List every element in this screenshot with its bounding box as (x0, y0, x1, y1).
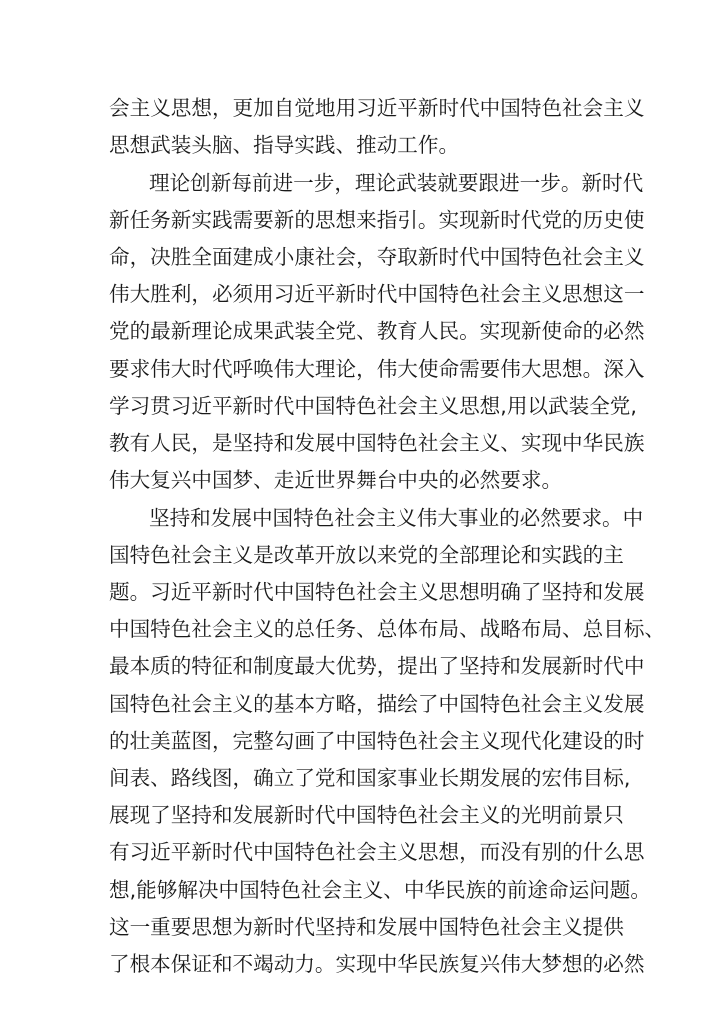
text-line: 最本质的特征和制度最大优势，提出了坚持和发展新时代中 (109, 654, 645, 678)
text-line: 要求伟大时代呼唤伟大理论，伟大使命需要伟大思想。深入 (109, 357, 645, 381)
text-line: 命，决胜全面建成小康社会，夺取新时代中国特色社会主义 (109, 245, 645, 269)
text-line: 题。习近平新时代中国特色社会主义思想明确了坚持和发展 (109, 580, 645, 604)
text-line: 中国特色社会主义的总任务、总体布局、战略布局、总目标、 (109, 617, 666, 641)
text-line: 了根本保证和不竭动力。实现中华民族复兴伟大梦想的必然 (109, 952, 645, 976)
text-line: 坚持和发展中国特色社会主义伟大事业的必然要求。中 (149, 506, 644, 530)
text-line: 学习贯习近平新时代中国特色社会主义思想,用以武装全党, (109, 394, 637, 418)
text-line: 会主义思想，更加自觉地用习近平新时代中国特色社会主义 (109, 96, 645, 120)
text-line: 国特色社会主义是改革开放以来党的全部理论和实践的主 (109, 543, 624, 567)
text-line: 间表、路线图，确立了党和国家事业长期发展的宏伟目标, (109, 766, 631, 790)
text-line: 思想武装头脑、指导实践、推动工作。 (109, 133, 460, 157)
text-line: 新任务新实践需要新的思想来指引。实现新时代党的历史使 (109, 208, 645, 232)
text-line: 有习近平新时代中国特色社会主义思想，而没有别的什么思 (109, 840, 645, 864)
text-line: 理论创新每前进一步，理论武装就要跟进一步。新时代 (149, 171, 644, 195)
text-line: 展现了坚持和发展新时代中国特色社会主义的光明前景只 (109, 803, 624, 827)
text-line: 伟大胜利，必须用习近平新时代中国特色社会主义思想这一 (109, 282, 645, 306)
text-line: 国特色社会主义的基本方略，描绘了中国特色社会主义发展 (109, 692, 645, 716)
text-line: 想,能够解决中国特色社会主义、中华民族的前途命运问题。 (109, 878, 651, 902)
text-line: 这一重要思想为新时代坚持和发展中国特色社会主义提供 (109, 915, 624, 939)
text-line: 教有人民，是坚持和发展中国特色社会主义、实现中华民族 (109, 431, 645, 455)
text-line: 伟大复兴中国梦、走近世界舞台中央的必然要求。 (109, 468, 563, 492)
text-line: 党的最新理论成果武装全党、教育人民。实现新使命的必然 (109, 319, 645, 343)
text-line: 的壮美蓝图，完整勾画了中国特色社会主义现代化建设的时 (109, 729, 645, 753)
